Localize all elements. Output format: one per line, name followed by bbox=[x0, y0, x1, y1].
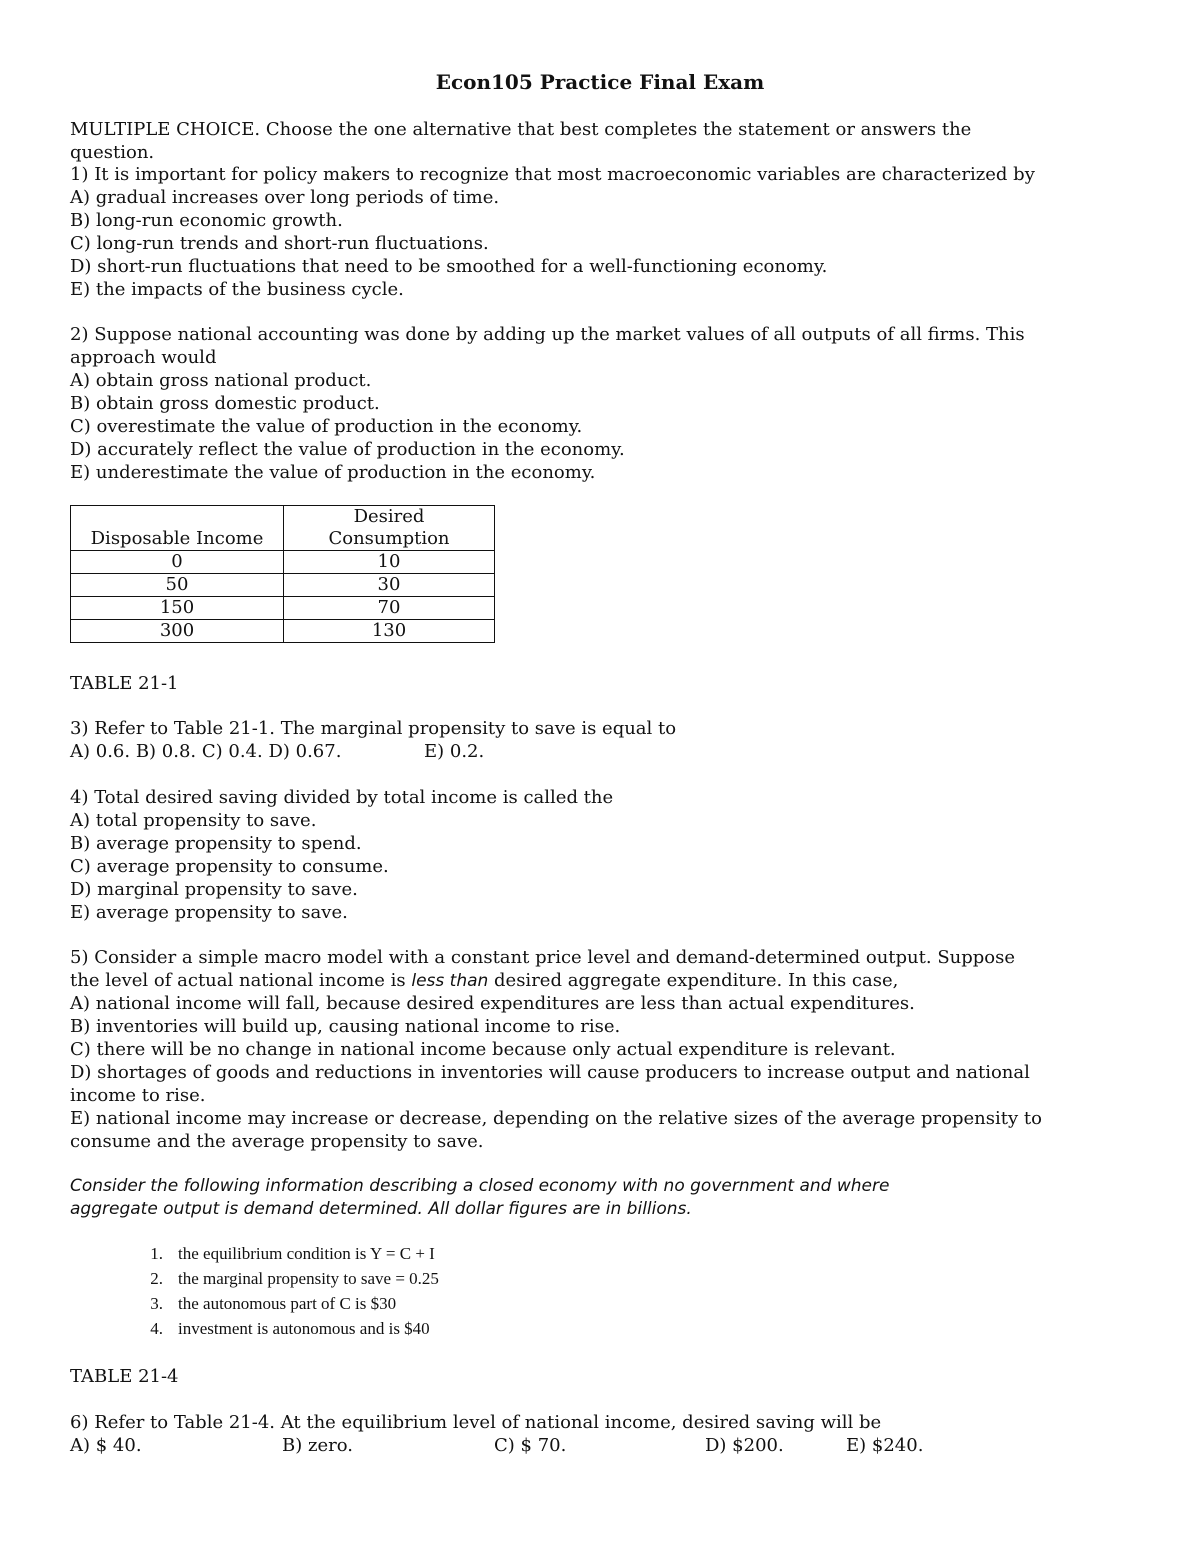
question-5-option-d-line-1: D) shortages of goods and reductions in inventories will cause producers to increase output and national bbox=[70, 1062, 1030, 1083]
info-item-2 bbox=[150, 1266, 439, 1291]
question-2-option-b: B) obtain gross domestic product. bbox=[70, 393, 380, 414]
question-4-option-b: B) average propensity to spend. bbox=[70, 833, 362, 854]
header-label-line-1: Desired bbox=[353, 506, 425, 527]
info-item-text: the marginal propensity to save = 0.25 bbox=[178, 1269, 439, 1288]
table-21-1-caption: TABLE 21-1 bbox=[70, 673, 179, 694]
question-2-option-a: A) obtain gross national product. bbox=[70, 370, 372, 391]
table-21-4-caption: TABLE 21-4 bbox=[70, 1366, 179, 1387]
question-2-option-d: D) accurately reflect the value of production in the economy. bbox=[70, 439, 625, 460]
table-row bbox=[71, 620, 495, 643]
question-5-stem-after: desired aggregate expenditure. In this case, bbox=[488, 970, 899, 991]
cell-income: 0 bbox=[71, 551, 284, 574]
info-item-text: the autonomous part of C is $30 bbox=[178, 1294, 397, 1313]
question-2-option-c: C) overestimate the value of production in the economy. bbox=[70, 416, 583, 437]
question-5-option-e-line-1: E) national income may increase or decrease, depending on the relative sizes of the average propensity to bbox=[70, 1108, 1042, 1129]
question-5-stem-line-1: 5) Consider a simple macro model with a constant price level and demand-determined output. Suppose bbox=[70, 947, 1016, 968]
question-6-option-d: D) $200. bbox=[705, 1435, 784, 1456]
info-item-text: the equilibrium condition is Y = C + I bbox=[178, 1244, 435, 1263]
table-21-4-intro-line-1: Consider the following information describing a closed economy with no government and where bbox=[70, 1176, 890, 1196]
question-6-option-c: C) $ 70. bbox=[494, 1435, 567, 1456]
question-6-stem: 6) Refer to Table 21-4. At the equilibrium level of national income, desired saving will be bbox=[70, 1412, 882, 1433]
question-5-option-e-line-2: consume and the average propensity to save. bbox=[70, 1131, 484, 1152]
table-row bbox=[71, 597, 495, 620]
cell-consumption: 70 bbox=[284, 597, 495, 620]
question-5-stem-emphasis: less than bbox=[411, 971, 489, 991]
question-3-options bbox=[70, 740, 485, 763]
info-item-1 bbox=[150, 1241, 435, 1266]
question-6-option-e: E) $240. bbox=[846, 1435, 924, 1456]
question-1-option-a: A) gradual increases over long periods of time. bbox=[70, 187, 500, 208]
table-21-1 bbox=[70, 505, 495, 643]
cell-consumption: 30 bbox=[284, 574, 495, 597]
question-3-options-a-d: A) 0.6. B) 0.8. C) 0.4. D) 0.67. bbox=[70, 741, 342, 762]
question-2-option-e: E) underestimate the value of production in the economy. bbox=[70, 462, 596, 483]
header-disposable-income bbox=[71, 506, 284, 551]
cell-income: 50 bbox=[71, 574, 284, 597]
question-4-option-a: A) total propensity to save. bbox=[70, 810, 317, 831]
question-3-option-e: E) 0.2. bbox=[424, 741, 485, 762]
info-item-number: 2. bbox=[150, 1269, 163, 1288]
question-4-option-e: E) average propensity to save. bbox=[70, 902, 348, 923]
question-1-stem: 1) It is important for policy makers to recognize that most macroeconomic variables are characterized by bbox=[70, 164, 1035, 185]
question-5-option-d-line-2: income to rise. bbox=[70, 1085, 206, 1106]
info-item-text: investment is autonomous and is $40 bbox=[178, 1319, 430, 1338]
question-5-option-a: A) national income will fall, because desired expenditures are less than actual expenditures. bbox=[70, 993, 915, 1014]
question-2-stem-line-2: approach would bbox=[70, 347, 217, 368]
instructions-line-2: question. bbox=[70, 142, 155, 163]
info-item-3 bbox=[150, 1291, 397, 1316]
info-item-number: 1. bbox=[150, 1244, 163, 1263]
header-label-line-2: Consumption bbox=[328, 528, 450, 549]
question-4-option-c: C) average propensity to consume. bbox=[70, 856, 389, 877]
info-item-number: 4. bbox=[150, 1319, 163, 1338]
instructions-line-1: MULTIPLE CHOICE. Choose the one alternative that best completes the statement or answers the bbox=[70, 119, 972, 140]
question-5-stem-line-2 bbox=[70, 969, 898, 993]
header-label: Disposable Income bbox=[90, 528, 264, 549]
table-row bbox=[71, 551, 495, 574]
question-1-option-c: C) long-run trends and short-run fluctuations. bbox=[70, 233, 489, 254]
cell-consumption: 130 bbox=[284, 620, 495, 643]
question-5-option-c: C) there will be no change in national income because only actual expenditure is relevant. bbox=[70, 1039, 896, 1060]
question-1-option-d: D) short-run fluctuations that need to be smoothed for a well-functioning economy. bbox=[70, 256, 828, 277]
table-row bbox=[71, 574, 495, 597]
info-item-number: 3. bbox=[150, 1294, 163, 1313]
table-21-4-intro-line-2: aggregate output is demand determined. All dollar figures are in billions. bbox=[70, 1199, 692, 1219]
header-desired-consumption bbox=[284, 506, 495, 551]
question-6-option-a: A) $ 40. bbox=[70, 1435, 142, 1456]
table-header-row bbox=[71, 506, 495, 551]
question-6-option-b: B) zero. bbox=[282, 1435, 353, 1456]
cell-income: 300 bbox=[71, 620, 284, 643]
question-5-stem-before: the level of actual national income is bbox=[70, 970, 412, 991]
cell-income: 150 bbox=[71, 597, 284, 620]
question-2-stem-line-1: 2) Suppose national accounting was done by adding up the market values of all outputs of all firms. This bbox=[70, 324, 1025, 345]
info-item-4 bbox=[150, 1316, 430, 1341]
page-title: Econ105 Practice Final Exam bbox=[435, 70, 765, 94]
question-1-option-b: B) long-run economic growth. bbox=[70, 210, 343, 231]
question-1-option-e: E) the impacts of the business cycle. bbox=[70, 279, 404, 300]
question-3-stem: 3) Refer to Table 21-1. The marginal propensity to save is equal to bbox=[70, 718, 677, 739]
question-4-option-d: D) marginal propensity to save. bbox=[70, 879, 358, 900]
question-5-option-b: B) inventories will build up, causing national income to rise. bbox=[70, 1016, 621, 1037]
cell-consumption: 10 bbox=[284, 551, 495, 574]
question-4-stem: 4) Total desired saving divided by total income is called the bbox=[70, 787, 614, 808]
